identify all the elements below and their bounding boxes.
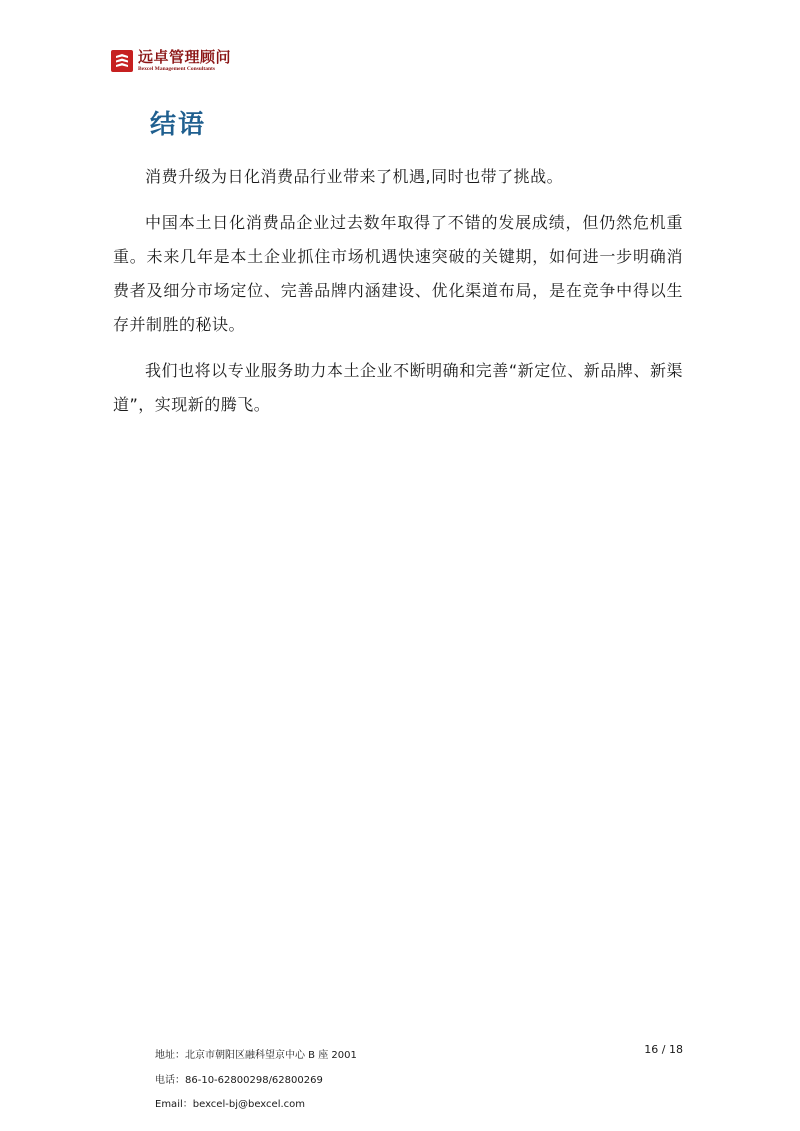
- footer-phone: 电话：86-10-62800298/62800269: [155, 1075, 323, 1086]
- footer-address: 地址：北京市朝阳区融科望京中心 B 座 2001: [155, 1050, 357, 1061]
- logo-text: [138, 47, 232, 73]
- paragraph: 中国本土日化消费品企业过去数年取得了不错的发展成绩，但仍然危机重重。未来几年是本土企业抓住市场机遇快速突破的关键期，如何进一步明确消费者及细分市场定位、完善品牌内涵建设、优化渠道布局，是在竞争中得以生存并制胜的秘诀。: [113, 213, 683, 334]
- paragraph: 我们也将以专业服务助力本土企业不断明确和完善“新定位、新品牌、新渠道”，实现新的腾飞。: [113, 361, 683, 414]
- page-number: 16 / 18: [644, 1043, 683, 1056]
- bexcel-logo-icon: [110, 48, 134, 74]
- section-title: 结语: [150, 110, 207, 140]
- company-logo: [110, 48, 231, 74]
- logo-chinese-name: 远卓管理顾问: [138, 47, 232, 66]
- logo-english-name: Bexcel Management Consultants: [138, 65, 215, 72]
- body-text: [113, 160, 683, 434]
- paragraph: 消费升级为日化消费品行业带来了机遇,同时也带了挑战。: [145, 167, 564, 186]
- footer-email: Email：bexcel-bj@bexcel.com: [155, 1099, 306, 1110]
